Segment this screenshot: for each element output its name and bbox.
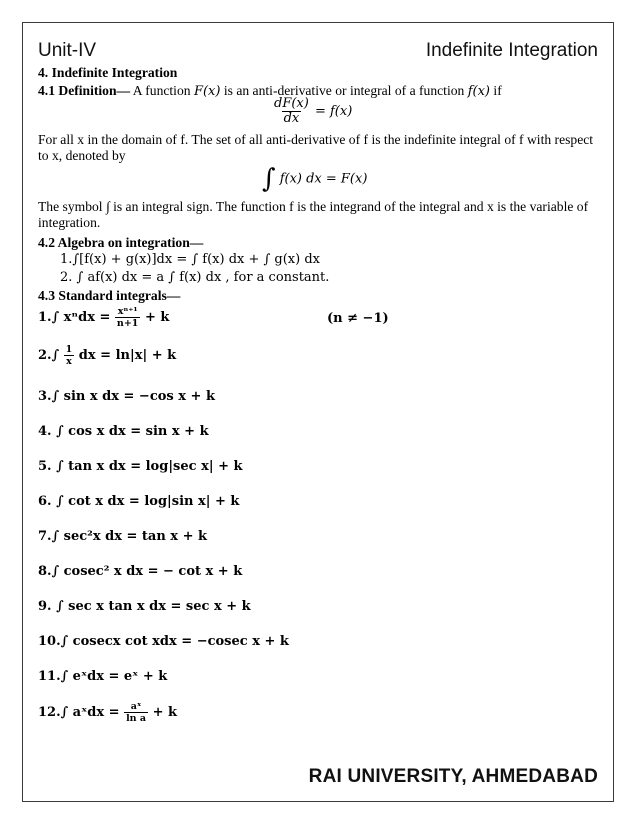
- formula-10: 10.∫ cosecx cot xdx = −cosec x + k: [38, 634, 289, 649]
- algebra-rule-1: 1.∫[f(x) + g(x)]dx = ∫ f(x) dx + ∫ g(x) dx: [60, 252, 320, 267]
- symbol-paragraph: The symbol ∫ is an integral sign. The function f is the integrand of the integral and x is the variable of integration.: [38, 199, 589, 230]
- definition-text-c: if: [490, 83, 502, 98]
- section-heading: 4. Indefinite Integration: [38, 65, 178, 80]
- formula-12-constant: + k: [152, 705, 178, 720]
- university-footer: RAI UNIVERSITY, AHMEDABAD: [308, 766, 598, 787]
- formula-2-fraction: [64, 344, 75, 367]
- chapter-title: Indefinite Integration: [425, 40, 598, 61]
- formula-1-constant: + k: [144, 310, 170, 325]
- formula-1-numerator: xⁿ⁺¹: [117, 306, 138, 317]
- definition-line: [38, 83, 502, 100]
- definition-paragraph: For all x in the domain of f. The set of all anti-derivative of f is the indefinite integral of f with respect to x, denoted by: [38, 132, 594, 163]
- formula-1: [38, 306, 169, 329]
- formula-12: [38, 701, 177, 724]
- algebra-heading: 4.2 Algebra on integration—: [38, 235, 204, 250]
- derivative-denominator: dx: [283, 111, 300, 126]
- formula-12-fraction: [124, 701, 148, 724]
- formula-2-lhs: 2.∫: [38, 348, 60, 363]
- formula-1-condition: (n ≠ −1): [327, 311, 389, 326]
- definition-text-b: is an anti-derivative or integral of a function: [220, 83, 468, 98]
- formula-1-fraction: [115, 306, 140, 329]
- formula-9: 9. ∫ sec x tan x dx = sec x + k: [38, 599, 251, 614]
- derivative-numerator: dF(x): [274, 96, 309, 111]
- antiderivative-symbol: F(x): [193, 84, 221, 99]
- formula-12-numerator: aˣ: [130, 701, 142, 712]
- display-integrand: f(x) dx = F(x): [279, 171, 368, 187]
- formula-4: 4. ∫ cos x dx = sin x + k: [38, 424, 209, 439]
- definition-text-a: A function: [130, 83, 194, 98]
- integral-sign: ∫: [262, 164, 276, 194]
- derivative-rhs: = f(x): [314, 104, 353, 119]
- formula-3: 3.∫ sin x dx = −cos x + k: [38, 389, 215, 404]
- algebra-rule-2: 2. ∫ af(x) dx = a ∫ f(x) dx , for a constant.: [60, 270, 330, 285]
- formula-12-lhs: 12.∫ aˣdx =: [38, 705, 120, 720]
- formula-12-denominator: ln a: [126, 713, 147, 724]
- display-integral: [262, 164, 367, 194]
- unit-label: Unit-IV: [38, 40, 97, 61]
- formula-2-numerator: 1: [65, 344, 73, 355]
- derivative-equation: [272, 97, 352, 126]
- formula-2-denominator: x: [66, 356, 72, 367]
- formula-11: 11.∫ eˣdx = eˣ + k: [38, 669, 168, 684]
- formula-2-rhs: dx = ln|x| + k: [78, 348, 177, 363]
- formula-7: 7.∫ sec²x dx = tan x + k: [38, 529, 207, 544]
- formula-1-denominator: n+1: [116, 318, 139, 329]
- function-symbol: f(x): [467, 84, 491, 99]
- formula-2: [38, 344, 176, 367]
- formula-6: 6. ∫ cot x dx = log|sin x| + k: [38, 494, 240, 509]
- formula-8: 8.∫ cosec² x dx = − cot x + k: [38, 564, 243, 579]
- derivative-fraction: [272, 97, 311, 126]
- standard-heading: 4.3 Standard integrals—: [38, 288, 181, 303]
- definition-label: 4.1 Definition—: [38, 83, 131, 98]
- formula-1-lhs: 1.∫ xⁿdx =: [38, 310, 111, 325]
- formula-5: 5. ∫ tan x dx = log|sec x| + k: [38, 459, 243, 474]
